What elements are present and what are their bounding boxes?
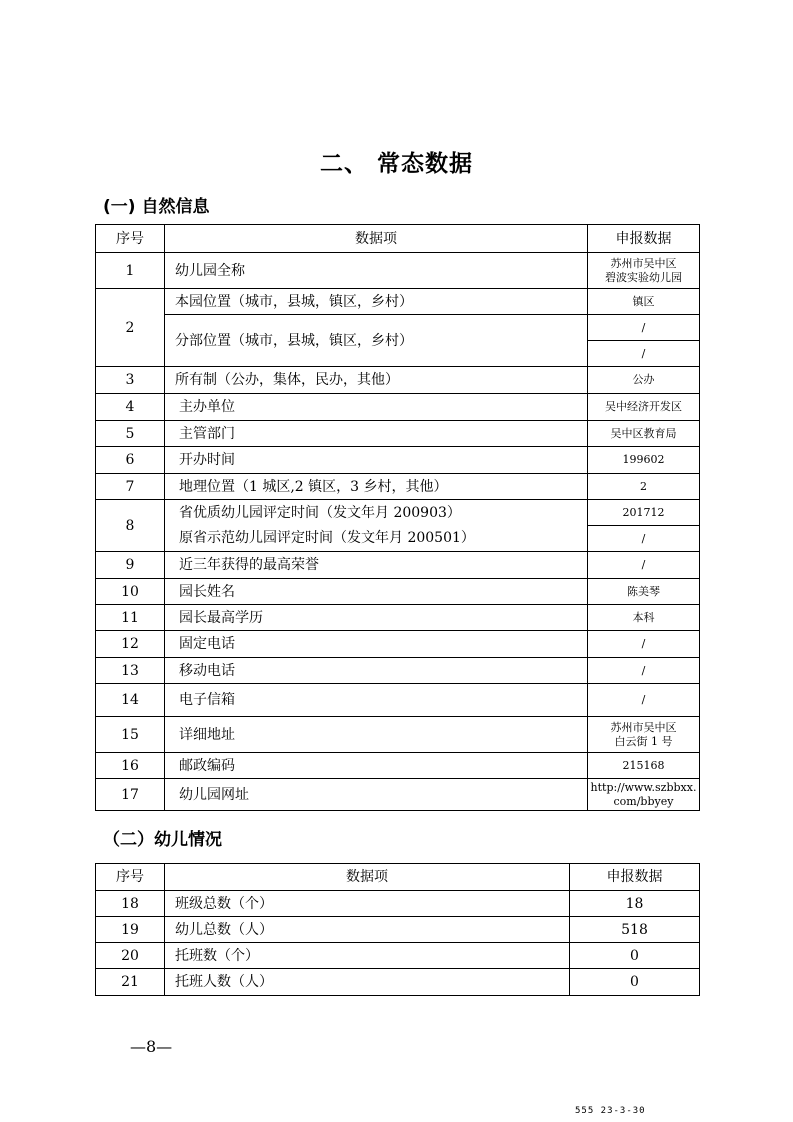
table-row bbox=[96, 394, 700, 421]
row-value: http://www.szbbxx. com/bbyey bbox=[588, 779, 700, 811]
table-row bbox=[96, 579, 700, 605]
row-item: 近三年获得的最高荣誉 bbox=[165, 552, 588, 579]
row-value: 2 bbox=[588, 474, 700, 500]
row-item: 开办时间 bbox=[165, 447, 588, 474]
table-row bbox=[96, 917, 700, 943]
table-row bbox=[96, 717, 700, 753]
section-heading-children: （二）幼儿情况 bbox=[103, 830, 222, 850]
row-item: 托班数（个） bbox=[165, 943, 570, 969]
table-row bbox=[96, 421, 700, 447]
header-item: 数据项 bbox=[165, 864, 570, 891]
row-value: 吴中经济开发区 bbox=[588, 394, 700, 421]
row-no: 14 bbox=[96, 684, 165, 717]
row-value: 0 bbox=[570, 943, 700, 969]
children-table bbox=[95, 863, 700, 996]
row-value: 518 bbox=[570, 917, 700, 943]
row-item: 详细地址 bbox=[165, 717, 588, 753]
row-item: 固定电话 bbox=[165, 631, 588, 658]
table-row bbox=[96, 969, 700, 996]
row-value: / bbox=[588, 315, 700, 341]
row-item: 主管部门 bbox=[165, 421, 588, 447]
row-value: / bbox=[588, 658, 700, 684]
natural-info-table bbox=[95, 224, 700, 811]
row-no: 2 bbox=[96, 289, 165, 367]
row-no: 17 bbox=[96, 779, 165, 811]
row-item: 主办单位 bbox=[165, 394, 588, 421]
row-no: 10 bbox=[96, 579, 165, 605]
row-value: / bbox=[588, 631, 700, 658]
row-value: 199602 bbox=[588, 447, 700, 474]
row-no: 4 bbox=[96, 394, 165, 421]
row-value: / bbox=[588, 341, 700, 367]
table-row bbox=[96, 315, 700, 341]
page-number: —8— bbox=[130, 1037, 173, 1056]
row-no: 12 bbox=[96, 631, 165, 658]
row-item: 园长最高学历 bbox=[165, 605, 588, 631]
row-value: / bbox=[588, 526, 700, 552]
row-item: 分部位置（城市，县城，镇区，乡村） bbox=[165, 315, 588, 367]
row-value: 215168 bbox=[588, 753, 700, 779]
row-value: 公办 bbox=[588, 367, 700, 394]
row-no: 18 bbox=[96, 891, 165, 917]
row-no: 11 bbox=[96, 605, 165, 631]
footer-stamp: 555 23-3-30 bbox=[575, 1106, 646, 1116]
row-item: 园长姓名 bbox=[165, 579, 588, 605]
row-item: 托班人数（人） bbox=[165, 969, 570, 996]
table-row bbox=[96, 658, 700, 684]
row-no: 8 bbox=[96, 500, 165, 552]
row-value: / bbox=[588, 684, 700, 717]
row-value: 0 bbox=[570, 969, 700, 996]
header-no: 序号 bbox=[96, 225, 165, 253]
row-item: 电子信箱 bbox=[165, 684, 588, 717]
row-item: 移动电话 bbox=[165, 658, 588, 684]
row-no: 15 bbox=[96, 717, 165, 753]
row-value: 苏州市吴中区 白云街 1 号 bbox=[588, 717, 700, 753]
row-no: 6 bbox=[96, 447, 165, 474]
row-no: 19 bbox=[96, 917, 165, 943]
row-item: 幼儿园网址 bbox=[165, 779, 588, 811]
row-item: 幼儿总数（人） bbox=[165, 917, 570, 943]
table-row bbox=[96, 605, 700, 631]
table-row bbox=[96, 367, 700, 394]
section-heading-natural-info: (一) 自然信息 bbox=[103, 197, 210, 217]
row-value: 镇区 bbox=[588, 289, 700, 315]
row-value: 吴中区教育局 bbox=[588, 421, 700, 447]
table-row bbox=[96, 447, 700, 474]
row-item: 原省示范幼儿园评定时间（发文年月 200501） bbox=[165, 526, 588, 552]
table-row bbox=[96, 631, 700, 658]
row-no: 7 bbox=[96, 474, 165, 500]
header-no: 序号 bbox=[96, 864, 165, 891]
row-item: 本园位置（城市，县城，镇区，乡村） bbox=[165, 289, 588, 315]
table-header-row bbox=[96, 225, 700, 253]
table-row bbox=[96, 684, 700, 717]
row-item: 邮政编码 bbox=[165, 753, 588, 779]
row-value: 陈美琴 bbox=[588, 579, 700, 605]
table-row bbox=[96, 526, 700, 552]
row-value: 18 bbox=[570, 891, 700, 917]
row-item: 班级总数（个） bbox=[165, 891, 570, 917]
header-item: 数据项 bbox=[165, 225, 588, 253]
row-no: 13 bbox=[96, 658, 165, 684]
header-value: 申报数据 bbox=[588, 225, 700, 253]
row-no: 1 bbox=[96, 253, 165, 289]
row-value: 苏州市吴中区 碧波实验幼儿园 bbox=[588, 253, 700, 289]
table-row bbox=[96, 943, 700, 969]
table-row bbox=[96, 753, 700, 779]
row-no: 21 bbox=[96, 969, 165, 996]
header-value: 申报数据 bbox=[570, 864, 700, 891]
table-row bbox=[96, 552, 700, 579]
table-row bbox=[96, 253, 700, 289]
table-row bbox=[96, 779, 700, 811]
table-row bbox=[96, 891, 700, 917]
table-row bbox=[96, 500, 700, 526]
page-title: 二、 常态数据 bbox=[319, 151, 473, 177]
row-item: 地理位置（1 城区,2 镇区，3 乡村，其他） bbox=[165, 474, 588, 500]
row-no: 9 bbox=[96, 552, 165, 579]
table-row bbox=[96, 474, 700, 500]
row-value: / bbox=[588, 552, 700, 579]
row-value: 201712 bbox=[588, 500, 700, 526]
row-value: 本科 bbox=[588, 605, 700, 631]
row-no: 16 bbox=[96, 753, 165, 779]
row-no: 5 bbox=[96, 421, 165, 447]
row-item: 所有制（公办，集体，民办，其他） bbox=[165, 367, 588, 394]
row-no: 20 bbox=[96, 943, 165, 969]
table-header-row bbox=[96, 864, 700, 891]
row-no: 3 bbox=[96, 367, 165, 394]
table-row bbox=[96, 289, 700, 315]
row-item: 幼儿园全称 bbox=[165, 253, 588, 289]
row-item: 省优质幼儿园评定时间（发文年月 200903） bbox=[165, 500, 588, 526]
